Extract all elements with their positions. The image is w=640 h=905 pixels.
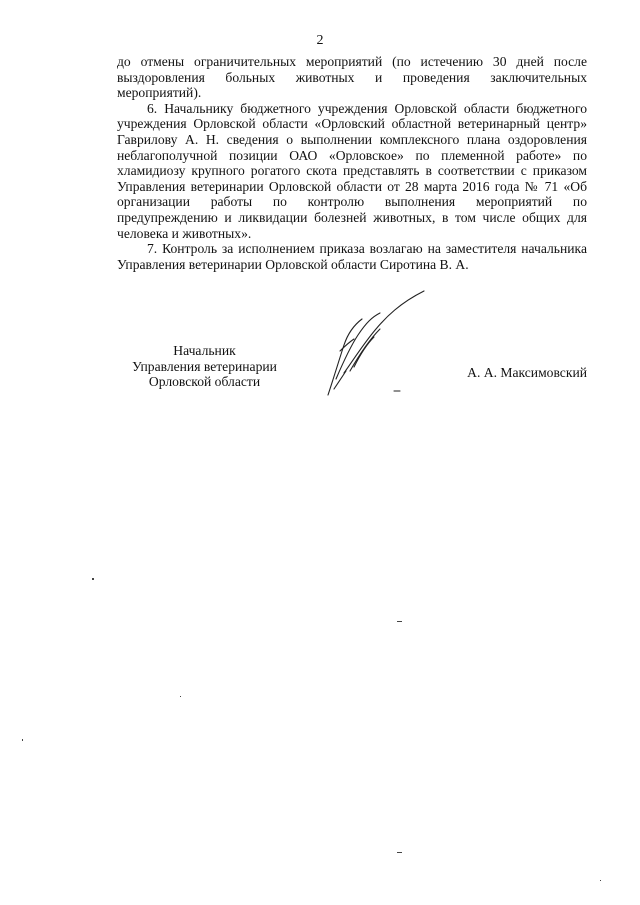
signer-position-line: Начальник <box>173 343 236 358</box>
paragraph-continuation: до отмены ограничительных мероприятий (по истечению 30 дней после выздоровления больных животных и проведения заключительных мероприятий). <box>117 54 587 101</box>
scan-speck <box>600 880 601 881</box>
scan-speck <box>397 621 402 622</box>
handwritten-signature <box>310 285 440 405</box>
scan-speck <box>180 696 181 697</box>
page-number: 2 <box>316 33 324 48</box>
body-text <box>117 54 587 272</box>
scan-speck <box>397 852 402 853</box>
signer-position-line: Орловской области <box>148 374 261 390</box>
paragraph-item-7: 7. Контроль за исполнением приказа возлагаю на заместителя начальника Управления ветеринарии Орловской области Сиротина В. А. <box>117 241 587 272</box>
scan-speck <box>92 578 94 580</box>
scan-speck <box>22 739 23 741</box>
signer-position <box>117 343 292 390</box>
signer-name: А. А. Максимовский <box>467 365 587 380</box>
paragraph-item-6: 6. Начальнику бюджетного учреждения Орловской области бюджетного учреждения Орловской области «Орловский областной ветеринарный центр» Гаврилову А. Н. сведения о выполнении комплексного плана оздоровления неблагополучной позиции ОАО «Орловское» по племенной работе» по хламидиозу крупного рогатого скота представлять в соответствии с приказом Управления ветеринарии Орловской области от 28 марта 2016 года № 71 «Об организации работы по контролю выполнения мероприятий по предупреждению и ликвидации болезней животных, в том числе общих для человека и животных». <box>117 100 587 241</box>
signer-position-line: Управления ветеринарии <box>132 358 277 374</box>
